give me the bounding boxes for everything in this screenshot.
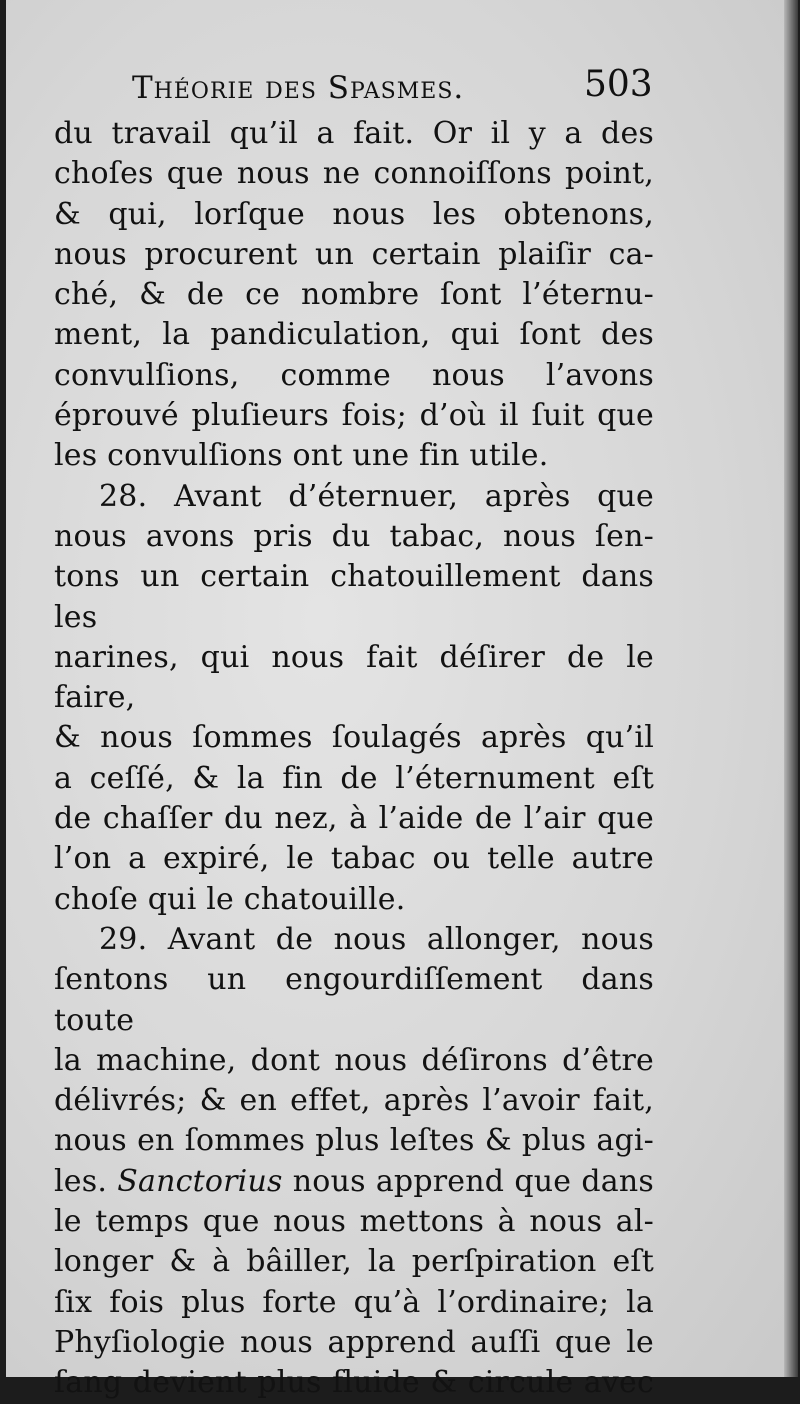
text-line: ment, la pandiculation, qui ſont des (54, 317, 654, 353)
text-line: ſentons un engourdiſſement dans toute (54, 962, 654, 1038)
text-line: & qui, lorſque nous les obtenons, (54, 196, 654, 232)
text-fragment: nous apprend que dans (282, 1163, 654, 1199)
text-line: ſix fois plus forte qu’à l’ordinaire; la (54, 1284, 654, 1320)
text-line: délivrés; & en effet, après l’avoir fait, (54, 1083, 654, 1119)
paragraph-29-start: 29. Avant de nous allonger, nous (99, 921, 654, 957)
text-line: l’on a expiré, le tabac ou telle autre (54, 841, 654, 877)
text-line: de chaſſer du nez, à l’aide de l’air que (54, 801, 654, 837)
text-line-sanctorius (54, 1162, 654, 1202)
page-edge-shadow (784, 0, 798, 1377)
text-line: tons un certain chatouillement dans les (54, 559, 654, 635)
page-number: 503 (584, 64, 653, 105)
text-line: ſang devient plus fluide & circule avec (54, 1365, 654, 1401)
text-fragment: les. (54, 1163, 118, 1199)
text-line: narines, qui nous fait déſirer de le faire, (54, 639, 654, 716)
text-line: convulſions, comme nous l’avons (54, 357, 654, 393)
text-line: choſes que nous ne connoiſſons point, (54, 156, 654, 192)
book-page (6, 0, 792, 1401)
text-line: longer & à bâiller, la perſpiration eſt (54, 1244, 654, 1280)
text-line: & nous ſommes ſoulagés après qu’il (54, 720, 654, 756)
text-line: ché, & de ce nombre ſont l’éternu- (54, 277, 654, 313)
running-title: Théorie des Spasmes. (132, 70, 465, 106)
page-header (6, 64, 792, 114)
text-line: nous procurent un certain plaiſir ca- (54, 236, 654, 272)
text-line: éprouvé pluſieurs fois; d’où il ſuit que (54, 398, 654, 434)
text-line: Phyſiologie nous apprend auſſi que le (54, 1324, 654, 1360)
paragraph-28-start: 28. Avant d’éternuer, après que (99, 478, 654, 514)
text-line: les convulſions ont une fin utile. (54, 438, 549, 474)
text-line: le temps que nous mettons à nous al- (54, 1204, 654, 1240)
text-line: nous avons pris du tabac, nous ſen- (54, 518, 654, 554)
text-line: du travail qu’il a fait. Or il y a des (54, 116, 654, 151)
text-line: a ceſſé, & la fin de l’éternument eſt (54, 760, 654, 796)
body-text (54, 114, 654, 1404)
text-line: nous en ſommes plus leſtes & plus agi- (54, 1123, 654, 1159)
text-line: choſe qui le chatouille. (54, 881, 406, 917)
author-name-sanctorius: Sanctorius (117, 1163, 283, 1199)
text-line: la machine, dont nous déſirons d’être (54, 1042, 654, 1078)
